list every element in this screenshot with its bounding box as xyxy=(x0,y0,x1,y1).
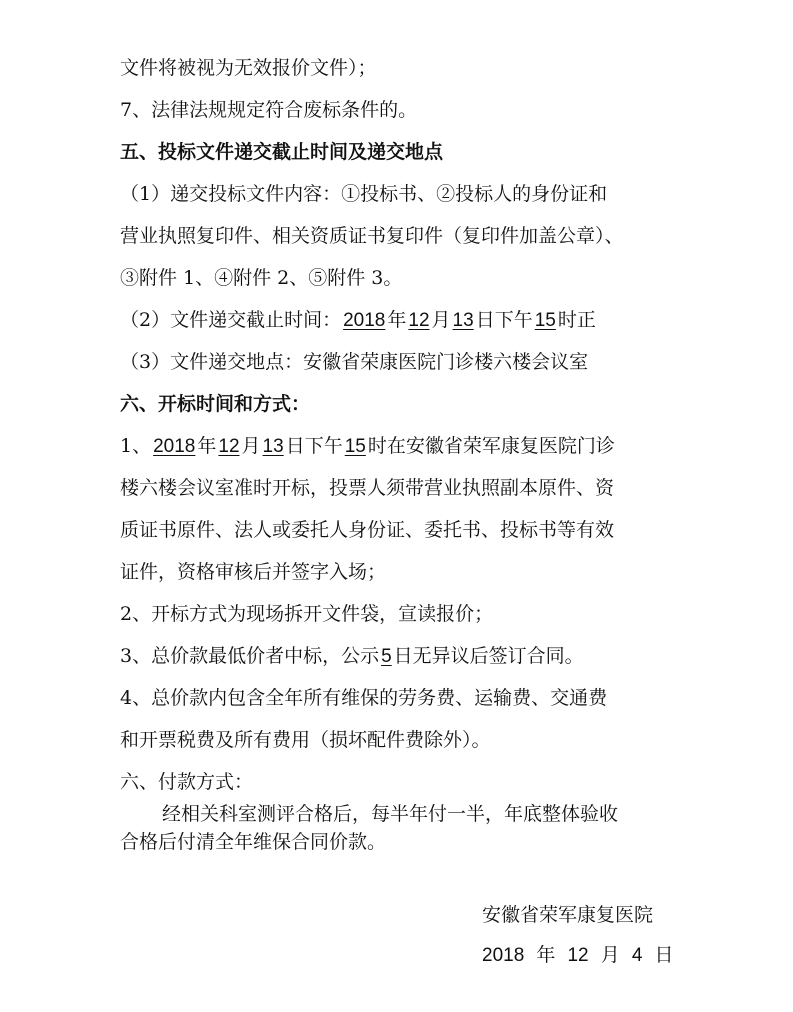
deadline-year: 2018 xyxy=(343,310,386,331)
text-line: （3）文件递交地点：安徽省荣康医院门诊楼六楼会议室 xyxy=(120,351,589,373)
signature-org: 安徽省荣军康复医院 xyxy=(482,904,654,926)
section-heading: 六、开标时间和方式： xyxy=(120,393,311,415)
publicity-days: 5 xyxy=(381,646,392,667)
text-line: 2、开标方式为现场拆开文件袋，宣读报价； xyxy=(120,603,494,625)
deadline-label: （2）文件递交截止时间： xyxy=(120,309,342,331)
date-month-unit: 月 xyxy=(600,944,620,966)
text-line: 7、法律法规规定符合废标条件的。 xyxy=(120,99,418,121)
publicity-prefix: 3、总价款最低价者中标，公示 xyxy=(120,645,380,667)
opening-day-unit: 日下午 xyxy=(285,435,343,457)
opening-month: 12 xyxy=(218,436,240,457)
text-line: （1）递交投标文件内容：①投标书、②投标人的身份证和 xyxy=(120,183,608,205)
opening-prefix: 1、 xyxy=(120,435,152,457)
publicity-suffix: 日无异议后签订合同。 xyxy=(393,645,584,667)
deadline-day-unit: 日下午 xyxy=(475,309,533,331)
deadline-month: 12 xyxy=(408,310,430,331)
opening-year: 2018 xyxy=(153,436,196,457)
text-line: 经相关科室测评合格后，每半年付一半，年底整体验收 xyxy=(162,803,619,825)
section-heading: 六、付款方式： xyxy=(120,771,254,793)
deadline-month-unit: 月 xyxy=(431,309,451,331)
text-line: 和开票税费及所有费用（损坏配件费除外）。 xyxy=(120,729,491,751)
opening-hour: 15 xyxy=(344,436,366,457)
opening-month-unit: 月 xyxy=(241,435,261,457)
text-line: 合格后付清全年维保合同价款。 xyxy=(120,831,387,853)
text-line: 质证书原件、法人或委托人身份证、委托书、投标书等有效 xyxy=(120,519,615,541)
text-line: 营业执照复印件、相关资质证书复印件（复印件加盖公章）、 xyxy=(120,225,624,247)
text-line: 4、总价款内包含全年所有维保的劳务费、运输费、交通费 xyxy=(120,687,608,709)
opening-line xyxy=(120,433,680,460)
text-line: ③附件 1、④附件 2、⑤附件 3。 xyxy=(120,267,403,289)
deadline-hour-unit: 时正 xyxy=(557,309,596,331)
opening-year-unit: 年 xyxy=(197,435,217,457)
date-year: 2018 xyxy=(482,945,525,966)
section-heading: 五、投标文件递交截止时间及递交地点 xyxy=(120,141,444,163)
text-line: 证件，资格审核后并签字入场； xyxy=(120,561,387,583)
publicity-line xyxy=(120,643,680,670)
deadline-day: 13 xyxy=(452,310,474,331)
deadline-year-unit: 年 xyxy=(387,309,407,331)
text-line: 文件将被视为无效报价文件）； xyxy=(120,57,377,79)
date-day: 4 xyxy=(631,945,643,966)
date-day-unit: 日 xyxy=(654,944,674,966)
signature-date xyxy=(482,942,674,969)
opening-rest: 时在安徽省荣军康复医院门诊 xyxy=(367,435,615,457)
date-month: 12 xyxy=(567,945,589,966)
opening-day: 13 xyxy=(262,436,284,457)
deadline-hour: 15 xyxy=(534,310,556,331)
date-year-unit: 年 xyxy=(536,944,556,966)
deadline-line xyxy=(120,307,680,334)
text-line: 楼六楼会议室准时开标，投票人须带营业执照副本原件、资 xyxy=(120,477,615,499)
